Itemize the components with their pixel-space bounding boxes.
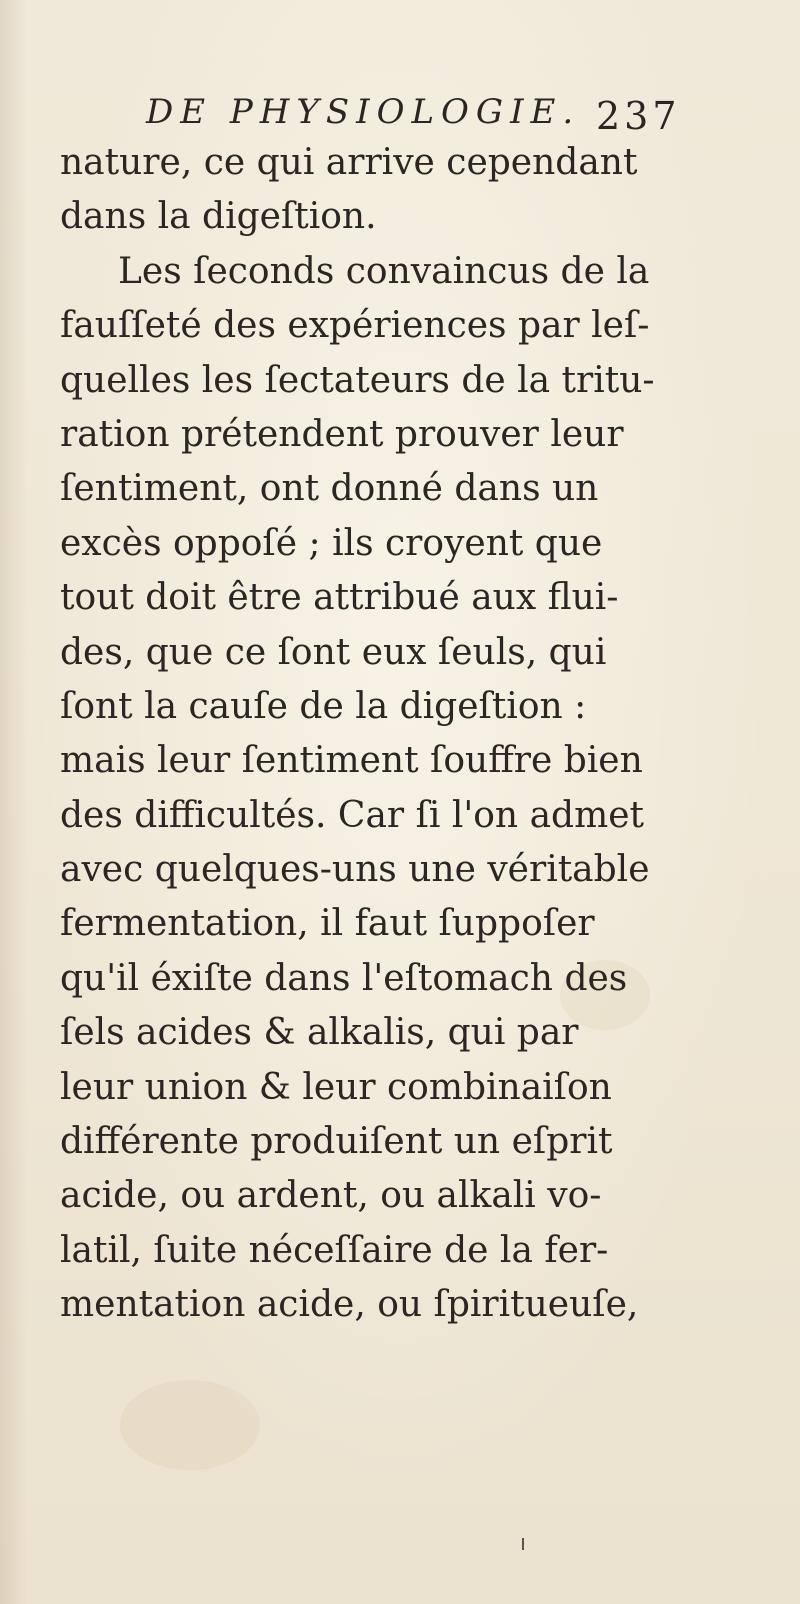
spine-shadow: [0, 0, 28, 1604]
text-line: mais leur ſentiment ſouffre bien: [60, 740, 643, 782]
text-line: des, que ce ſont eux ſeuls, qui: [60, 631, 607, 673]
text-line: ration prétendent prouver leur: [60, 413, 624, 455]
text-line: mentation acide, ou ſpiritueuſe,: [60, 1284, 639, 1326]
running-head: DE PHYSIOLOGIE.: [146, 92, 581, 132]
text-line: ſentiment, ont donné dans un: [60, 468, 599, 510]
text-line: des difficultés. Car ſi l'on admet: [60, 794, 644, 836]
text-line: leur union & leur combinaiſon: [60, 1066, 612, 1108]
paper-stain: [120, 1380, 260, 1470]
text-line: qu'il éxiſte dans l'eſtomach des: [60, 957, 628, 999]
body-text: [60, 136, 680, 1333]
text-line: quelles les ſectateurs de la tritu-: [60, 359, 655, 401]
text-line: tout doit être attribué aux flui-: [60, 577, 619, 619]
text-line: avec quelques-uns une véritable: [60, 849, 650, 891]
page-header: [146, 84, 686, 144]
text-line: fermentation, il faut ſuppoſer: [60, 903, 595, 945]
text-line: excès oppoſé ; ils croyent que: [60, 522, 603, 564]
text-line: ſels acides & alkalis, qui par: [60, 1012, 579, 1054]
text-line: différente produiſent un eſprit: [60, 1121, 613, 1163]
text-line: fauſſeté des expériences par leſ-: [60, 305, 650, 347]
paragraph-start-line: Les ſeconds convaincus de la: [118, 250, 650, 292]
text-line: nature, ce qui arrive cependant: [60, 142, 638, 183]
text-line: latil, ſuite néceſſaire de la fer-: [60, 1229, 609, 1271]
ink-mark: [522, 1538, 524, 1550]
page-number: 237: [596, 94, 681, 138]
text-line: acide, ou ardent, ou alkali vo-: [60, 1175, 602, 1217]
text-line: ſont la cauſe de la digeſtion :: [60, 685, 587, 727]
text-line: dans la digeſtion.: [60, 196, 377, 238]
